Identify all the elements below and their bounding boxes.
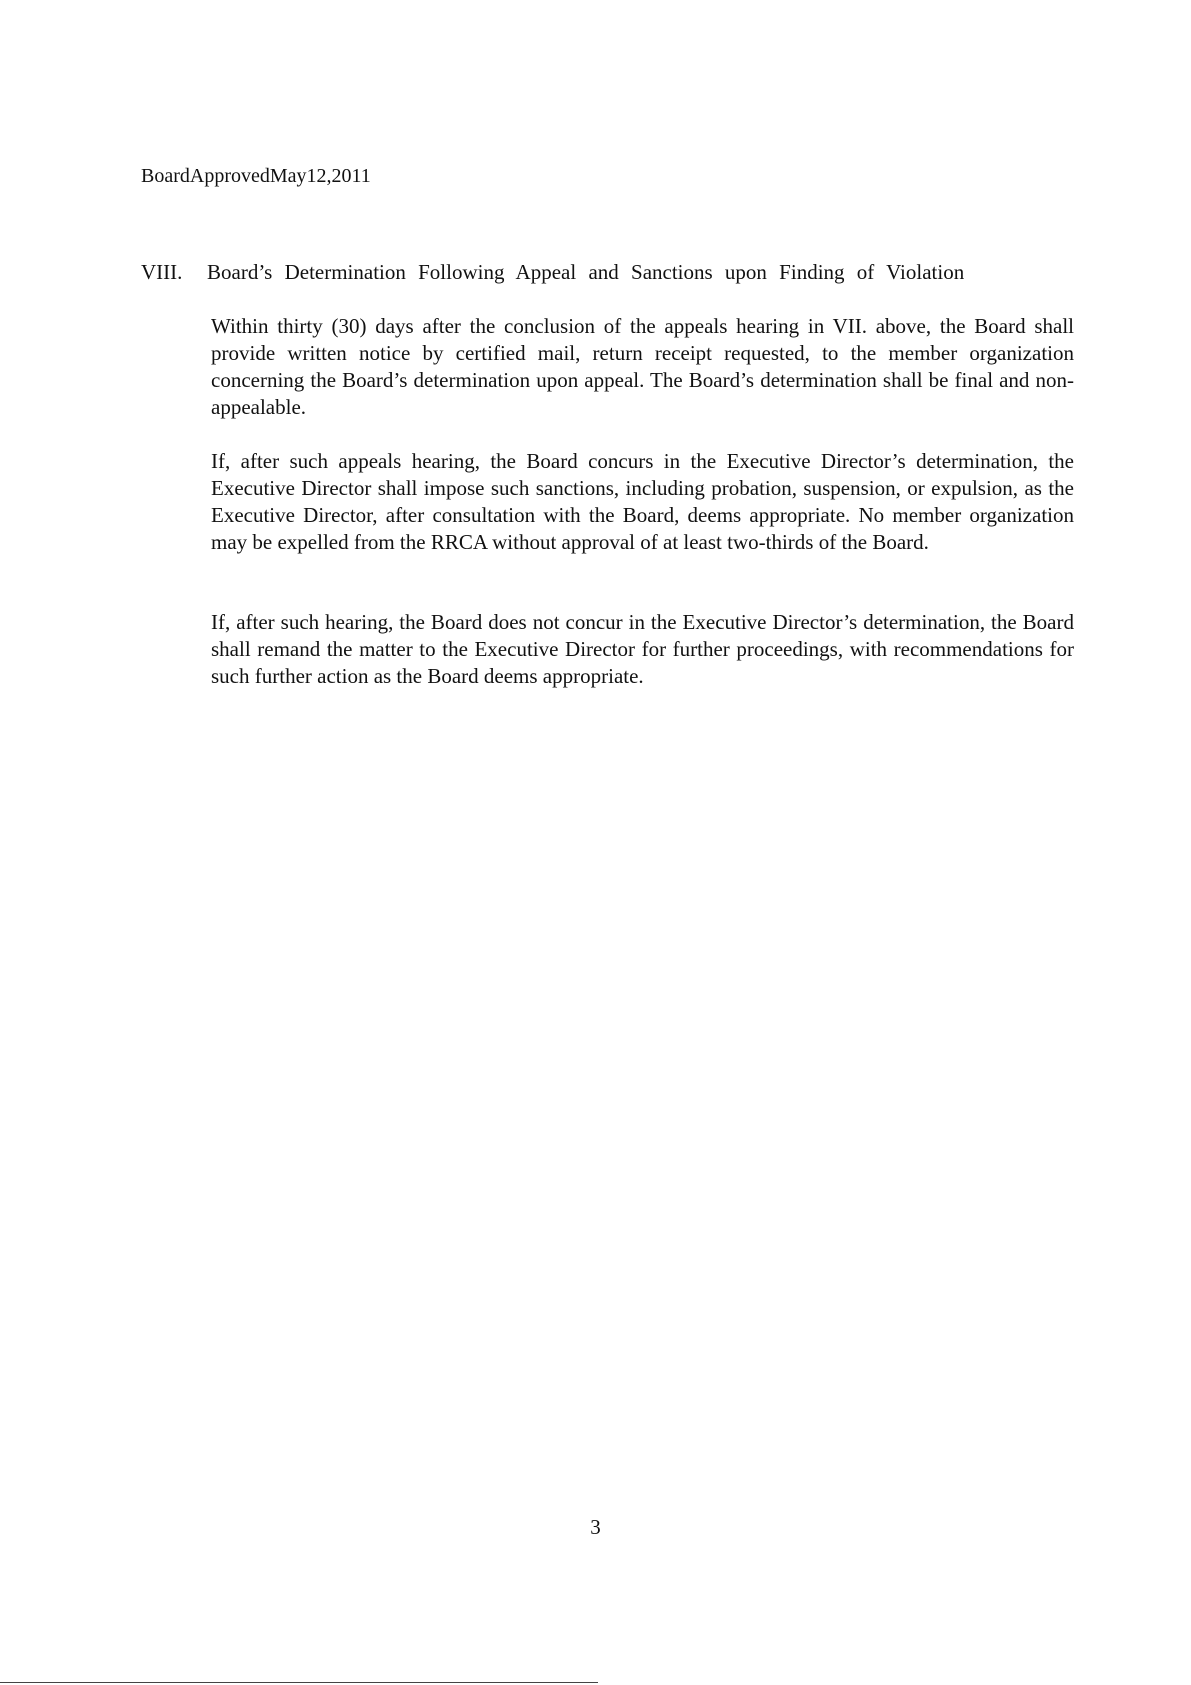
section-title: Board’s Determination Following Appeal and Sanctions upon Finding of Violation bbox=[207, 260, 965, 284]
paragraph-board-does-not-concur: If, after such hearing, the Board does not concur in the Executive Director’s determination, the Board shall remand the matter to the Executive Director for further proceedings, with recommendations for such further action as the Board deems appropriate. bbox=[211, 610, 1074, 688]
page-number: 3 bbox=[590, 1515, 601, 1539]
section-number: VIII. bbox=[141, 260, 183, 284]
paragraph-board-concurs: If, after such appeals hearing, the Board concurs in the Executive Director’s determination, the Executive Director shall impose such sanctions, including probation, suspension, or expulsion, as the Executive Director, after consultation with the Board, deems appropriate. No member organization may be expelled from the RRCA without approval of at least two-thirds of the Board. bbox=[211, 449, 1074, 554]
paragraph-appeal-notice: Within thirty (30) days after the conclusion of the appeals hearing in VII. above, the Board shall provide written notice by certified mail, return receipt requested, to the member organization concerning the Board’s determination upon appeal. The Board’s determination shall be final and non-appealable. bbox=[211, 314, 1074, 419]
board-approval-note: BoardApprovedMay12,2011 bbox=[141, 165, 371, 187]
bottom-divider bbox=[0, 1682, 598, 1683]
section-heading bbox=[141, 260, 1057, 284]
